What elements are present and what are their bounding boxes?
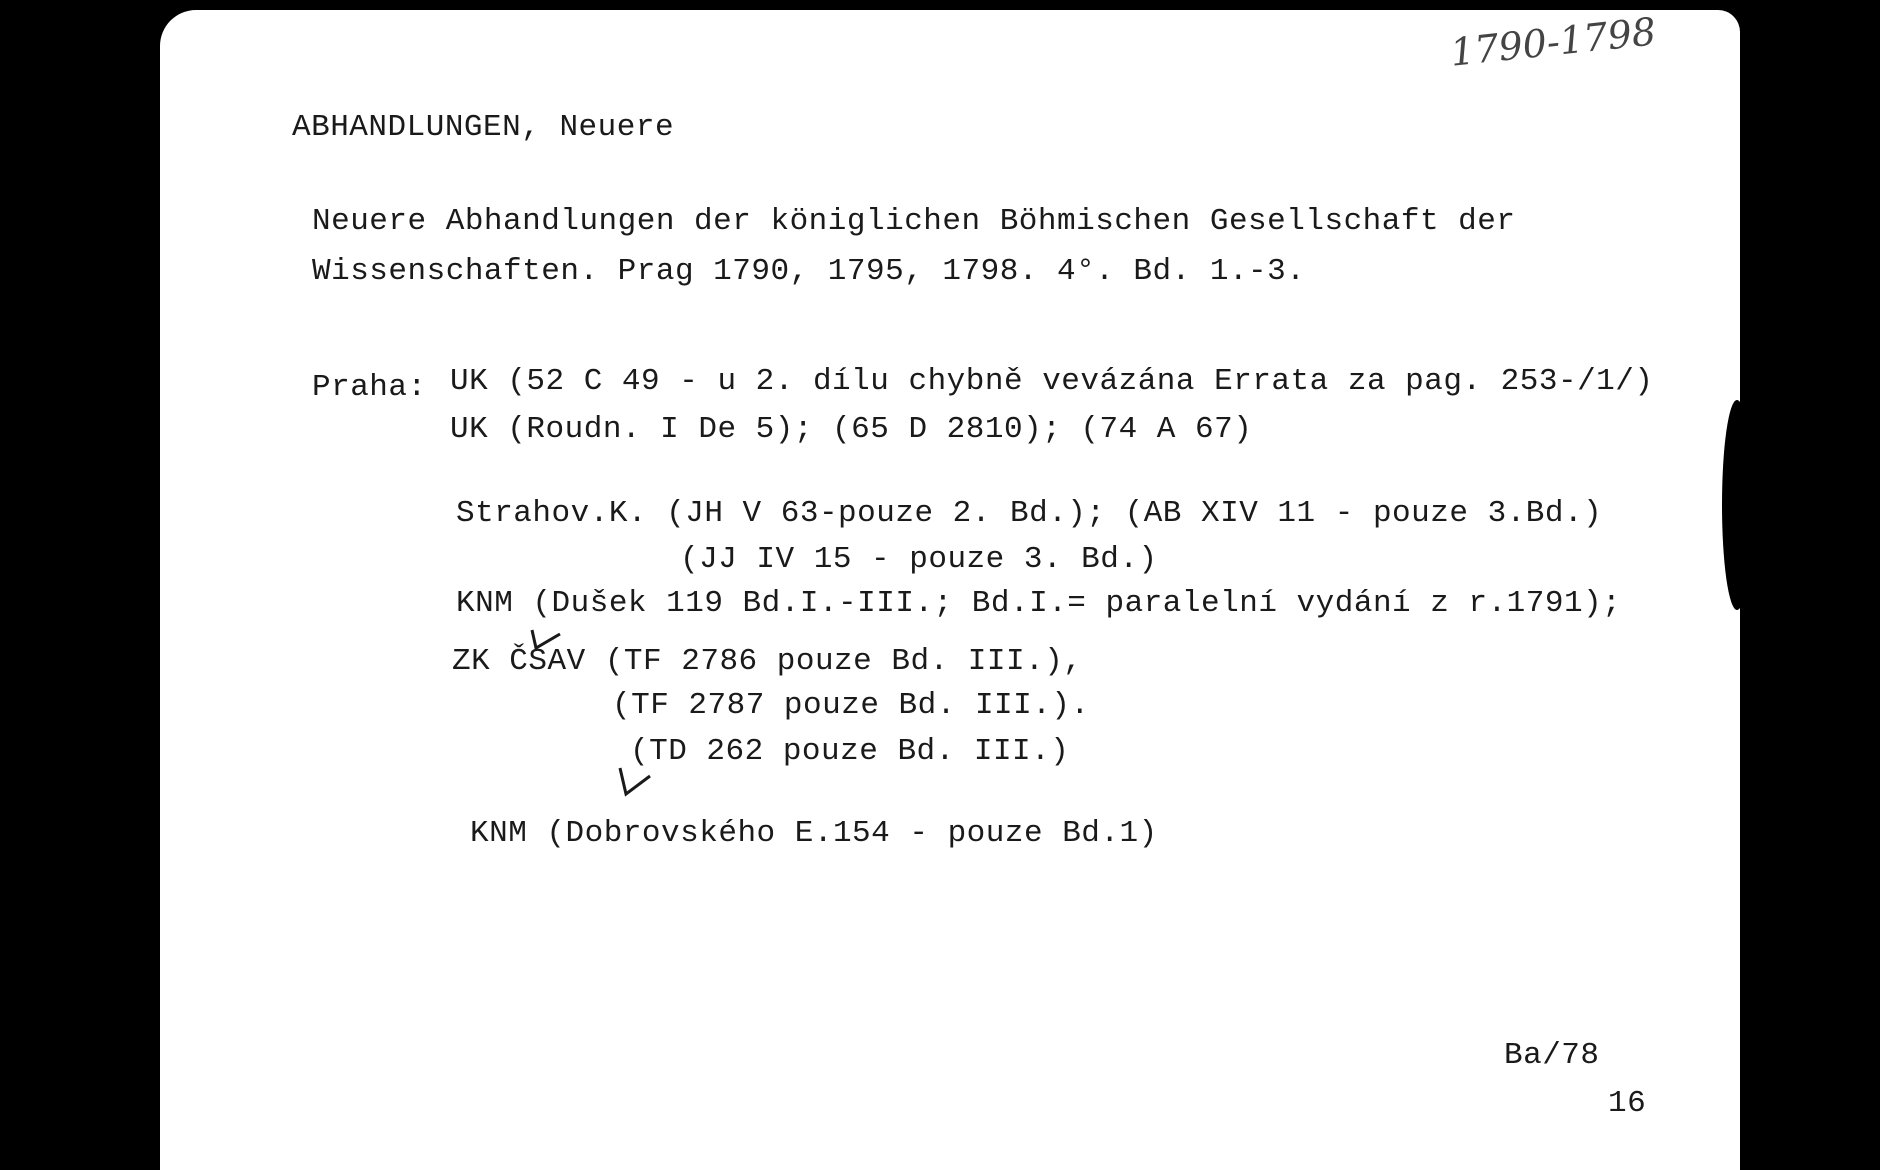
checkmark-icon [614, 762, 654, 802]
location-label: Praha: [312, 370, 427, 405]
holding-strahov-2: (JJ IV 15 - pouze 3. Bd.) [680, 542, 1158, 577]
holding-zk-csav-2: (TF 2787 pouze Bd. III.). [612, 688, 1090, 723]
catalog-card [160, 10, 1740, 1170]
holding-zk-csav-1: ZK ČSAV (TF 2786 pouze Bd. III.), [452, 644, 1083, 679]
title-line-1: Neuere Abhandlungen der königlichen Böhmischen Gesellschaft der [312, 204, 1516, 239]
holding-uk-2: UK (Roudn. I De 5); (65 D 2810); (74 A 67) [450, 412, 1253, 447]
handwritten-year-range: 1790-1798 [1448, 9, 1659, 75]
holding-uk-1: UK (52 C 49 - u 2. dílu chybně vevázána Errata za pag. 253-/1/) [450, 364, 1654, 399]
title-line-2: Wissenschaften. Prag 1790, 1795, 1798. 4°. Bd. 1.-3. [312, 254, 1306, 289]
card-heading: ABHANDLUNGEN, Neuere [292, 110, 675, 145]
holding-knm-dusek: KNM (Dušek 119 Bd.I.-III.; Bd.I.= paralelní vydání z r.1791); [456, 586, 1622, 621]
holding-strahov-1: Strahov.K. (JH V 63-pouze 2. Bd.); (AB XIV 11 - pouze 3.Bd.) [456, 496, 1603, 531]
holding-zk-csav-3: (TD 262 pouze Bd. III.) [630, 734, 1070, 769]
page-number: 16 [1608, 1086, 1647, 1121]
holding-knm-dobrovsky: KNM (Dobrovského E.154 - pouze Bd.1) [470, 816, 1158, 851]
signature: Ba/78 [1504, 1038, 1600, 1073]
